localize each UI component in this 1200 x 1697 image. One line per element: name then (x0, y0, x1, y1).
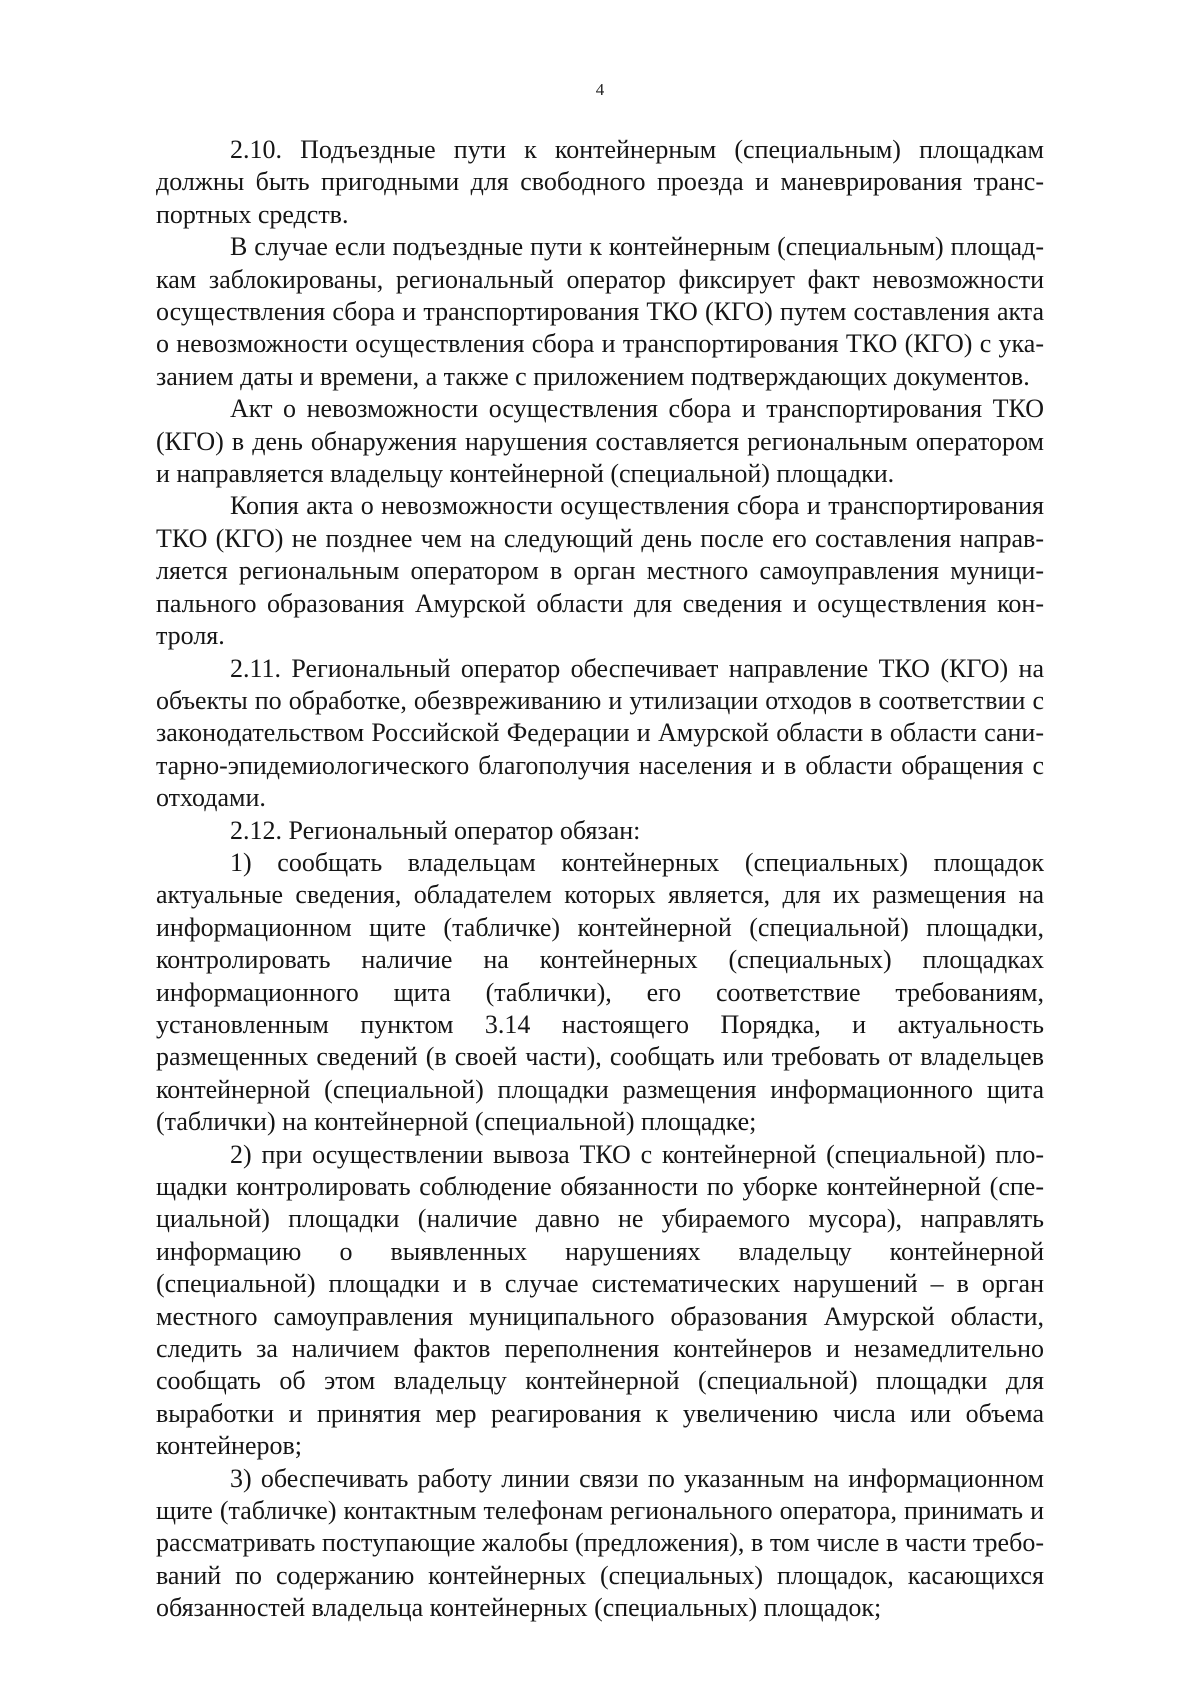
paragraph-2-10: 2.10. Подъездные пути к контейнерным (специальным) площадкам должны быть пригодными для свободного проезда и маневрирования транспортных средств. (156, 135, 1044, 229)
document-body (156, 134, 1044, 1625)
paragraph-2-12: 2.12. Региональный оператор обязан: (230, 815, 641, 845)
paragraph-access-blocked: В случае если подъездные пути к контейнерным (специальным) площадкам заблокированы, региональный оператор фиксирует факт невозможности осуществления сбора и транспортирования ТКО (КГО) путем составления акта о невозможности осуществления сбора и транспортирования ТКО (КГО) с указанием даты и времени, а также с приложением подтверждающих документов. (156, 232, 1044, 391)
list-item-3: 3) обеспечивать работу линии связи по указанным на информационном щите (табличке) контактным телефонам регионального оператора, принимать и рассматривать поступающие жалобы (предложения), в том числе в части требований по содержанию контейнерных (специальных) площадок, касающихся обязанностей владельца контейнерных (специальных) площадок; (156, 1463, 1044, 1623)
paragraph-act-compiled: Акт о невозможности осуществления сбора и транспортирования ТКО (КГО) в день обнаружения нарушения составляется региональным оператором и направляется владельцу контейнерной (специальной) площадки. (156, 394, 1044, 489)
page-number: 4 (595, 80, 605, 99)
list-item-1: 1) сообщать владельцам контейнерных (специальных) площадок актуальные сведения, обладателем которых является, для их размещения на информационном щите (табличке) контейнерной (специальной) площадки, контролировать наличие на контейнерных (специальных) площадках информационного щита (таблички), его соответствие требованиям, установленным пунктом 3.14 настоящего Порядка, и актуальность размещенных сведений (в своей части), сообщать или требовать от владельцев контейнерной (специальной) площадки размещения информационного щита (таблички) на контейнерной (специальной) площадке; (156, 847, 1044, 1137)
list-item-2: 2) при осуществлении вывоза ТКО с контейнерной (специальной) площадки контролировать соблюдение обязанности по уборке контейнерной (специальной) площадки (наличие давно не убираемого мусора), направлять информацию о выявленных нарушениях владельцу контейнерной (специальной) площадки и в случае систематических нарушений – в орган местного самоуправления муниципального образования Амурской области, следить за наличием фактов переполнения контейнеров и незамедлительно сообщать об этом владельцу контейнерной (специальной) площадки для выработки и принятия мер реагирования к увеличению числа или объема контейнеров; (156, 1139, 1044, 1461)
paragraph-2-11: 2.11. Региональный оператор обеспечивает направление ТКО (КГО) на объекты по обработке, обезвреживанию и утилизации отходов в соответствии с законодательством Российской Федерации и Амурской области в области санитарно-эпидемиологического благополучия населения и в области обращения с отходами. (156, 653, 1044, 813)
paragraph-act-copy: Копия акта о невозможности осуществления сбора и транспортирования ТКО (КГО) не позднее чем на следующий день после его составления направляется региональным оператором в орган местного самоуправления муниципального образования Амурской области для сведения и осуществления контроля. (156, 491, 1044, 651)
